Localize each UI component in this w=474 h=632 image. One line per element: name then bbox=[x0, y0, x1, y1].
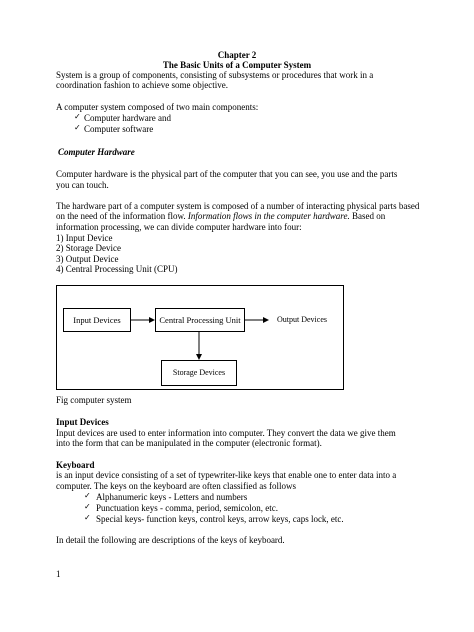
input-devices-line-2: into the form that can be manipulated in the computer (electronic format). bbox=[56, 438, 322, 448]
cpu-box: Central Processing Unit bbox=[155, 308, 245, 332]
keyboard-closing: In detail the following are descriptions of the keys of keyboard. bbox=[56, 535, 285, 545]
hardware-list-item: 2) Storage Device bbox=[56, 243, 121, 253]
section-heading-input-devices: Input Devices bbox=[56, 417, 109, 427]
keyboard-line-2: computer. The keys on the keyboard are often classified as follows bbox=[56, 481, 297, 491]
hardware-p1-line-2: you can touch. bbox=[56, 180, 109, 190]
hardware-list-item: 4) Central Processing Unit (CPU) bbox=[56, 264, 178, 274]
keyboard-line-1: is an input device consisting of a set of typewriter-like keys that enable one to enter data into a bbox=[56, 470, 397, 480]
keyboard-key-item: Punctuation keys - comma, period, semicolon, etc. bbox=[96, 503, 278, 513]
section-heading-keyboard: Keyboard bbox=[56, 460, 95, 470]
checkmark-icon: ✓ bbox=[84, 513, 91, 522]
input-devices-box: Input Devices bbox=[63, 308, 131, 332]
checkmark-icon: ✓ bbox=[84, 491, 91, 500]
page-title: The Basic Units of a Computer System bbox=[162, 60, 312, 70]
hardware-p2-text: on the need of the information flow. bbox=[56, 211, 186, 221]
figure-caption: Fig computer system bbox=[56, 395, 132, 405]
storage-devices-box: Storage Devices bbox=[161, 360, 237, 386]
hardware-p2-emphasis: Information flows in the computer hardware. bbox=[187, 211, 350, 221]
hardware-p2-line-2 bbox=[56, 211, 385, 221]
keyboard-key-item: Alphanumeric keys - Letters and numbers bbox=[96, 492, 248, 502]
hardware-list-item: 3) Output Device bbox=[56, 254, 119, 264]
hardware-list-item: 1) Input Device bbox=[56, 233, 113, 243]
hardware-p2-line-3: information processing, we can divide computer hardware into four: bbox=[56, 222, 302, 232]
component-item: Computer hardware and bbox=[84, 113, 171, 123]
components-lead: A computer system composed of two main components: bbox=[56, 102, 259, 112]
checkmark-icon: ✓ bbox=[74, 123, 81, 132]
diagram-arrows bbox=[57, 286, 345, 391]
hardware-p1-line-1: Computer hardware is the physical part of the computer that you can see, you use and the parts bbox=[56, 169, 398, 179]
keyboard-key-item: Special keys- function keys, control keys, arrow keys, caps lock, etc. bbox=[96, 514, 344, 524]
section-heading-hardware: Computer Hardware bbox=[58, 147, 135, 157]
computer-system-diagram bbox=[56, 285, 344, 390]
component-item: Computer software bbox=[84, 124, 154, 134]
checkmark-icon: ✓ bbox=[84, 502, 91, 511]
intro-line-2: coordination fashion to achieve some objective. bbox=[56, 80, 228, 90]
intro-line-1: System is a group of components, consisting of subsystems or procedures that work in a bbox=[56, 70, 374, 80]
chapter-label: Chapter 2 bbox=[217, 50, 257, 60]
output-devices-box: Output Devices bbox=[277, 314, 327, 324]
input-devices-line-1: Input devices are used to enter information into computer. They convert the data we give them bbox=[56, 428, 396, 438]
page-number: 1 bbox=[56, 569, 61, 579]
hardware-p2-line-1: The hardware part of a computer system is composed of a number of interacting physical parts based bbox=[56, 201, 420, 211]
checkmark-icon: ✓ bbox=[74, 112, 81, 121]
hardware-p2-text: Based on bbox=[351, 211, 386, 221]
